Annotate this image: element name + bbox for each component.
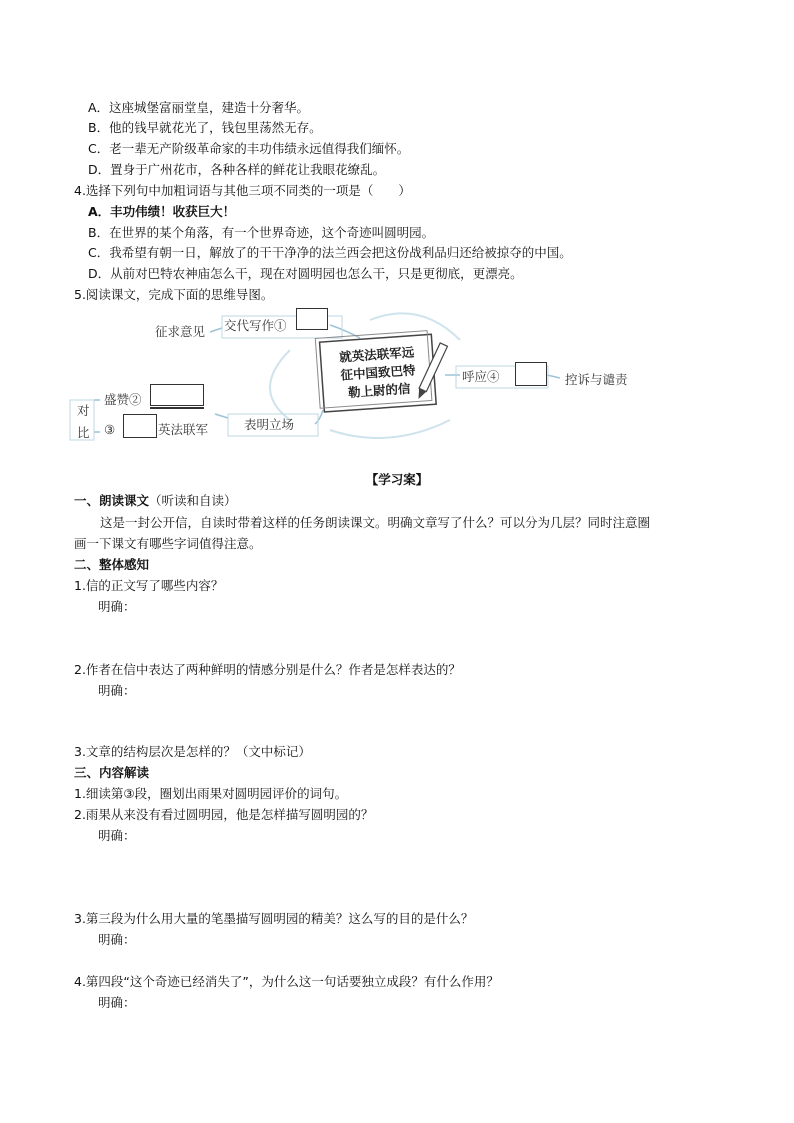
mindmap-node-2: 盛赞② <box>104 392 142 407</box>
section-1-heading <box>74 492 237 510</box>
blank-box-3[interactable] <box>123 414 157 438</box>
blank-underline-2 <box>150 407 204 409</box>
mindmap-contrast <box>77 400 90 444</box>
mindmap-node-4: 呼应④ <box>462 369 500 384</box>
q3-option-d: D．置身于广州花市，各种各样的鲜花让我眼花缭乱。 <box>88 162 386 177</box>
center-card-line-1: 就英法联军远 <box>338 344 415 365</box>
center-card-line-3: 勒上尉的信 <box>347 380 411 401</box>
section-2-q3: 3.文章的结构层次是怎样的？（文中标记） <box>74 744 311 759</box>
section-2-q1: 1.信的正文写了哪些内容？ <box>74 578 224 593</box>
answer-label-s3-q3: 明确： <box>98 932 136 947</box>
blank-box-2[interactable] <box>150 384 204 406</box>
blank-box-4[interactable] <box>515 362 547 386</box>
mind-map <box>0 300 794 450</box>
q4-option-c: C．我希望有朝一日，解放了的干干净净的法兰西会把这份战利品归还给被掠夺的中国。 <box>88 245 572 260</box>
contrast-char-1: 对 <box>77 403 90 418</box>
mindmap-node-3: 英法联军 <box>158 422 209 437</box>
answer-label-s3-q2: 明确： <box>98 828 136 843</box>
mindmap-accuse: 控诉与谴责 <box>565 372 628 387</box>
study-title: 【学习案】 <box>365 472 429 487</box>
answer-label-s2-q2: 明确： <box>98 683 136 698</box>
section-3-q2: 2.雨果从来没有看过圆明园，他是怎样描写圆明园的？ <box>74 807 374 822</box>
center-card-line-2: 征中国致巴特 <box>340 362 416 383</box>
section-3-q3: 3.第三段为什么用大量的笔墨描写圆明园的精美？这么写的目的是什么？ <box>74 911 474 926</box>
q3-option-b: B．他的钱早就花光了，钱包里荡然无存。 <box>88 120 322 135</box>
section-1-title: 一、朗读课文 <box>74 493 150 508</box>
section-2-q2: 2.作者在信中表达了两种鲜明的情感分别是什么？作者是怎样表达的？ <box>74 662 461 677</box>
mindmap-solicit-opinion: 征求意见 <box>155 324 206 339</box>
q4-stem: 4.选择下列句中加粗词语与其他三项不同类的一项是（ ） <box>74 183 411 198</box>
section-3-q4: 4.第四段“这个奇迹已经消失了”，为什么这一句话要独立成段？有什么作用？ <box>74 974 499 989</box>
answer-label-s2-q1: 明确： <box>98 599 136 614</box>
center-card <box>324 342 432 403</box>
section-1-body-2: 画一下课文有哪些字词值得注意。 <box>74 536 262 551</box>
section-3-q1: 1.细读第③段，圈划出雨果对圆明园评价的词句。 <box>74 786 348 801</box>
q4-option-d: D．从前对巴特农神庙怎么干，现在对圆明园也怎么干，只是更彻底，更漂亮。 <box>88 266 523 281</box>
q4-option-b: B．在世界的某个角落，有一个世界奇迹，这个奇迹叫圆明园。 <box>88 225 435 240</box>
section-2-title: 二、整体感知 <box>74 557 150 572</box>
section-1-note: （听读和自读） <box>149 493 237 508</box>
mindmap-node-3-number: ③ <box>104 422 116 437</box>
q5-stem: 5.阅读课文，完成下面的思维导图。 <box>74 287 274 302</box>
q3-option-a: A．这座城堡富丽堂皇，建造十分奢华。 <box>88 100 310 115</box>
answer-label-s3-q4: 明确： <box>98 995 136 1010</box>
mindmap-stance: 表明立场 <box>244 417 295 432</box>
q4-option-a: A．丰功伟绩！收获巨大！ <box>88 204 236 219</box>
section-3-title: 三、内容解读 <box>74 765 150 780</box>
q3-option-c: C．老一辈无产阶级革命家的丰功伟绩永远值得我们缅怀。 <box>88 141 410 156</box>
mindmap-node-1: 交代写作① <box>224 318 287 333</box>
blank-box-1[interactable] <box>296 308 328 330</box>
contrast-char-2: 比 <box>77 425 90 440</box>
section-1-body-1: 这是一封公开信，自读时带着这样的任务朗读课文。明确文章写了什么？可以分为几层？同时注意圈 <box>100 515 651 530</box>
